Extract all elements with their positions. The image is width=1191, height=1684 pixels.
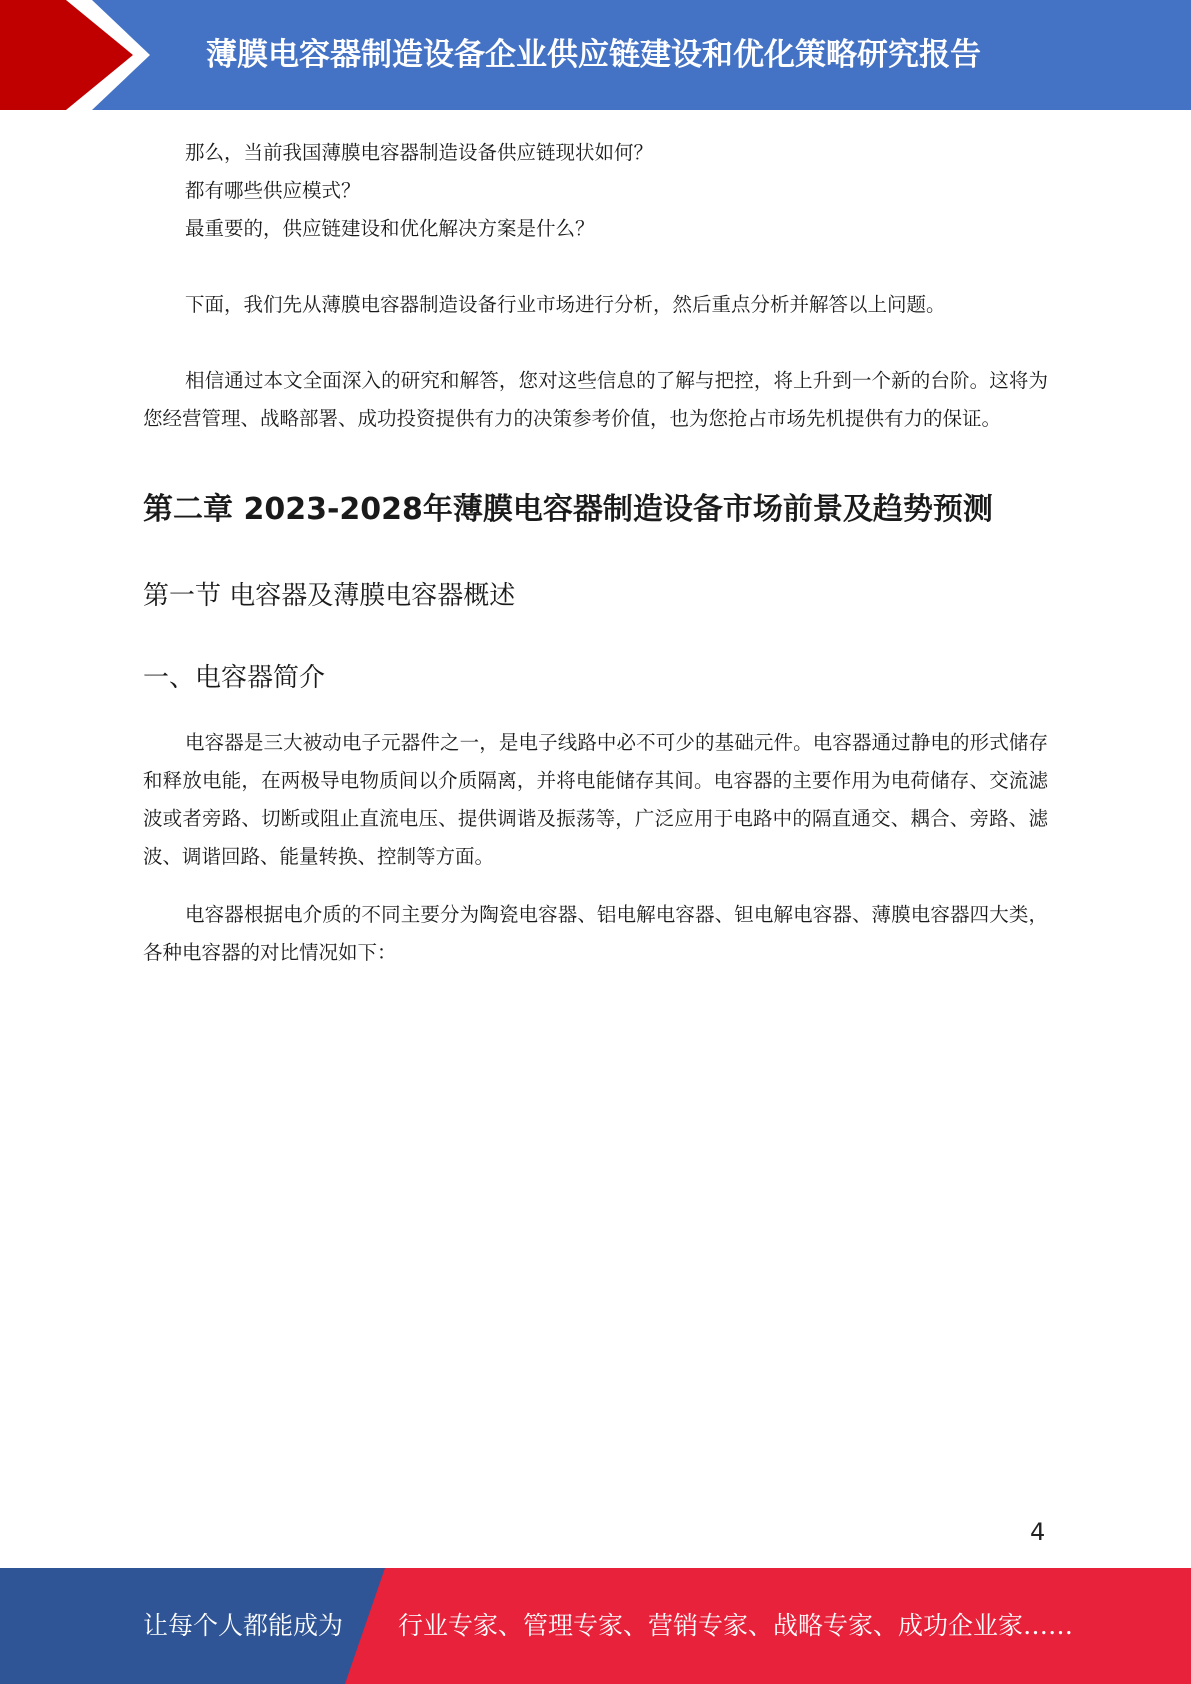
page-footer	[0, 1568, 1191, 1684]
footer-slogan-left: 让每个人都能成为	[143, 1611, 344, 1640]
page-header	[0, 0, 1191, 110]
footer-slogan-right: 行业专家、管理专家、营销专家、战略专家、成功企业家……	[398, 1611, 1074, 1640]
page-number: 4	[1030, 1518, 1046, 1546]
capacitor-intro-paragraph: 电容器是三大被动电子元器件之一，是电子线路中必不可少的基础元件。电容器通过静电的形式储存和释放电能，在两极导电物质间以介质隔离，并将电能储存其间。电容器的主要作用为电荷储存、交流滤波或者旁路、切断或阻止直流电压、提供调谐及振荡等，广泛应用于电路中的隔直通交、耦合、旁路、滤波、调谐回路、能量转换、控制等方面。	[143, 731, 1048, 868]
capacitor-types-paragraph: 电容器根据电介质的不同主要分为陶瓷电容器、铝电解电容器、钽电解电容器、薄膜电容器四大类，各种电容器的对比情况如下：	[143, 903, 1048, 964]
intro-analysis-paragraph: 下面，我们先从薄膜电容器制造设备行业市场进行分析，然后重点分析并解答以上问题。	[185, 293, 946, 316]
intro-question-2: 都有哪些供应模式？	[185, 179, 361, 202]
page-content	[143, 134, 1048, 972]
chapter-title: 第二章 2023-2028年薄膜电容器制造设备市场前景及趋势预测	[143, 492, 993, 527]
subsection-title: 一、电容器简介	[143, 663, 326, 693]
intro-question-1: 那么，当前我国薄膜电容器制造设备供应链现状如何？	[185, 141, 654, 164]
intro-belief-paragraph: 相信通过本文全面深入的研究和解答，您对这些信息的了解与把控，将上升到一个新的台阶。这将为您经营管理、战略部署、成功投资提供有力的决策参考价值，也为您抢占市场先机提供有力的保证。	[143, 369, 1048, 430]
section-title: 第一节 电容器及薄膜电容器概述	[143, 581, 516, 611]
header-title: 薄膜电容器制造设备企业供应链建设和优化策略研究报告	[206, 37, 981, 73]
intro-question-3: 最重要的，供应链建设和优化解决方案是什么？	[185, 217, 595, 240]
